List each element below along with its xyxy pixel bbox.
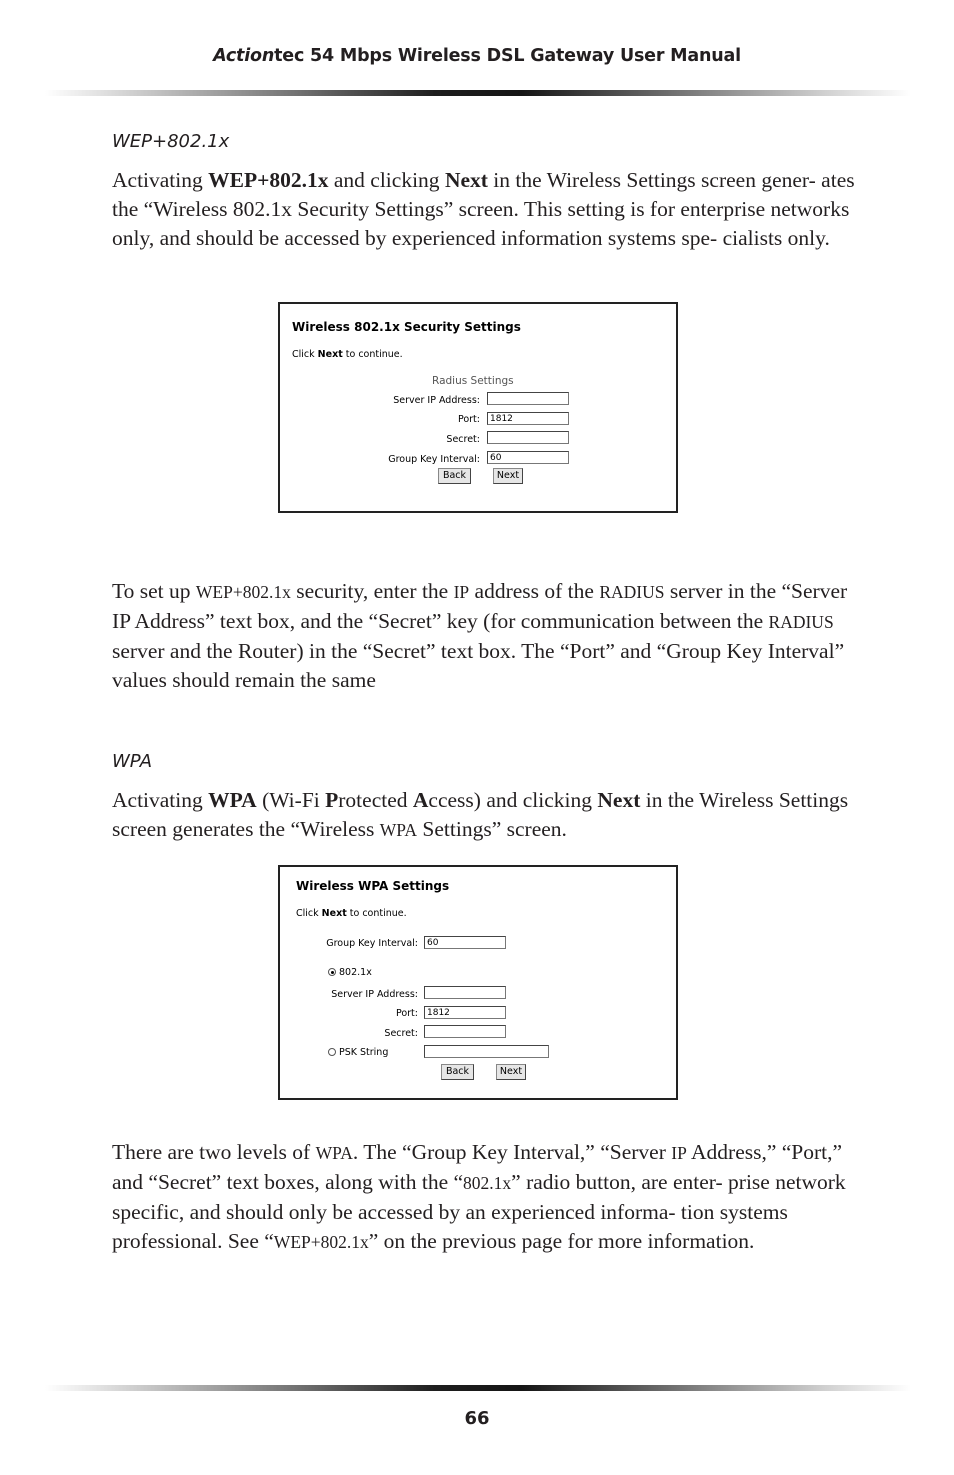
text-run: server and the Router) in the “Secret” text box. The “Port” and “Group Key Interval” values should remain the same (112, 639, 845, 692)
radio-psk-label: PSK String (339, 1047, 389, 1058)
text-run: in the Wireless Settings screen generates the “Wireless (112, 788, 849, 841)
text-run: ” on the previous page for more information. (368, 1229, 755, 1253)
text-run: . The “Group Key Interval,” “Server (352, 1140, 672, 1164)
text-smallcaps: RADIUS (599, 582, 665, 602)
text-run: To set up (112, 579, 196, 603)
text-smallcaps: WPA (315, 1143, 353, 1163)
screenshot-wireless-wpa-settings (278, 865, 678, 1100)
header-title-text: tec 54 Mbps Wireless DSL Gateway User Manual (274, 46, 741, 66)
next-button[interactable]: Next (496, 1064, 526, 1080)
text-run: Activating (112, 168, 209, 192)
text-run: in the Wireless Settings screen gener- ates the “Wireless 802.1x Security Settings” screen. This setting is for enterprise networks only, and should be accessed by experienced information systems spe- cialists only. (112, 168, 855, 250)
group-key-interval-label: Group Key Interval: (388, 454, 480, 465)
screen-title: Wireless WPA Settings (296, 879, 450, 893)
back-button[interactable]: Back (438, 468, 471, 484)
text-run: There are two levels of (112, 1140, 316, 1164)
server-ip-label: Server IP Address: (393, 395, 480, 406)
header-rule (45, 90, 911, 96)
header-brand-italic: Action (213, 46, 275, 66)
text-run: ccess) and clicking (428, 788, 598, 812)
text-smallcaps: WPA (379, 820, 418, 840)
text-bold: P (325, 788, 339, 812)
port-label: Port: (395, 1008, 418, 1019)
radio-8021x-label: 802.1x (339, 967, 372, 978)
radio-psk-string[interactable] (328, 1048, 336, 1056)
text-smallcaps: IP (671, 1143, 687, 1163)
text-run: security, enter the (290, 579, 454, 603)
text-smallcaps: 802.1x (463, 1173, 512, 1193)
text-smallcaps: IP (453, 582, 470, 602)
wep-intro-paragraph (112, 166, 862, 253)
screen-instruction (296, 908, 407, 919)
port-input[interactable]: 1812 (424, 1006, 506, 1019)
secret-input[interactable] (487, 431, 569, 444)
text-run: (Wi-Fi (256, 788, 326, 812)
radio-8021x[interactable] (328, 968, 336, 976)
back-button[interactable]: Back (441, 1064, 474, 1080)
text-smallcaps: WEP+802.1x (195, 582, 291, 602)
group-key-interval-label: Group Key Interval: (326, 938, 418, 949)
text-run: address of the (469, 579, 600, 603)
text-run: Click (292, 349, 318, 360)
text-bold: Next (321, 908, 347, 919)
text-run: server in the “Server IP Address” text box, and the “Secret” key (for communication between the (112, 579, 848, 633)
text-bold: A (412, 788, 429, 812)
secret-label: Secret: (446, 434, 480, 445)
page-number: 66 (464, 1408, 490, 1429)
text-run: and clicking (328, 168, 445, 192)
text-run: ” radio button, are enter- prise network specific, and should only be accessed by an experienced informa- tion systems professional. See “ (112, 1170, 846, 1253)
port-input[interactable]: 1812 (487, 412, 569, 425)
running-header (0, 46, 954, 66)
text-run: to continue. (346, 908, 407, 919)
psk-string-input[interactable] (424, 1045, 549, 1058)
server-ip-label: Server IP Address: (331, 989, 418, 1000)
port-label: Port: (457, 414, 480, 425)
footer-rule (45, 1385, 911, 1391)
server-ip-input[interactable] (487, 392, 569, 405)
wpa-intro-paragraph (112, 786, 862, 845)
text-bold: Next (444, 168, 488, 192)
group-key-interval-input[interactable]: 60 (424, 936, 506, 949)
text-smallcaps: RADIUS (768, 612, 834, 632)
text-bold: WPA (208, 788, 257, 812)
text-run: Address,” “Port,” and “Secret” text boxes, along with the “ (112, 1140, 843, 1194)
text-smallcaps: WEP+802.1x (273, 1232, 369, 1252)
text-run: Settings” screen. (417, 817, 567, 841)
radius-settings-heading: Radius Settings (432, 375, 514, 387)
text-bold: Next (317, 349, 343, 360)
secret-input[interactable] (424, 1025, 506, 1038)
section-heading-wep: WEP+802.1x (112, 131, 230, 152)
text-run: to continue. (342, 349, 403, 360)
text-run: rotected (338, 788, 413, 812)
section-heading-wpa: WPA (112, 751, 153, 772)
wep-setup-paragraph (112, 577, 862, 695)
next-button[interactable]: Next (493, 468, 523, 484)
screen-instruction (292, 349, 403, 360)
text-bold: Next (597, 788, 641, 812)
screen-title: Wireless 802.1x Security Settings (292, 320, 521, 334)
text-run: Activating (112, 788, 209, 812)
wpa-levels-paragraph (112, 1138, 862, 1257)
text-run: Click (296, 908, 322, 919)
screenshot-wireless-8021x-settings (278, 302, 678, 513)
text-bold: WEP+802.1x (208, 168, 329, 192)
secret-label: Secret: (384, 1028, 418, 1039)
group-key-interval-input[interactable]: 60 (487, 451, 569, 464)
server-ip-input[interactable] (424, 986, 506, 999)
